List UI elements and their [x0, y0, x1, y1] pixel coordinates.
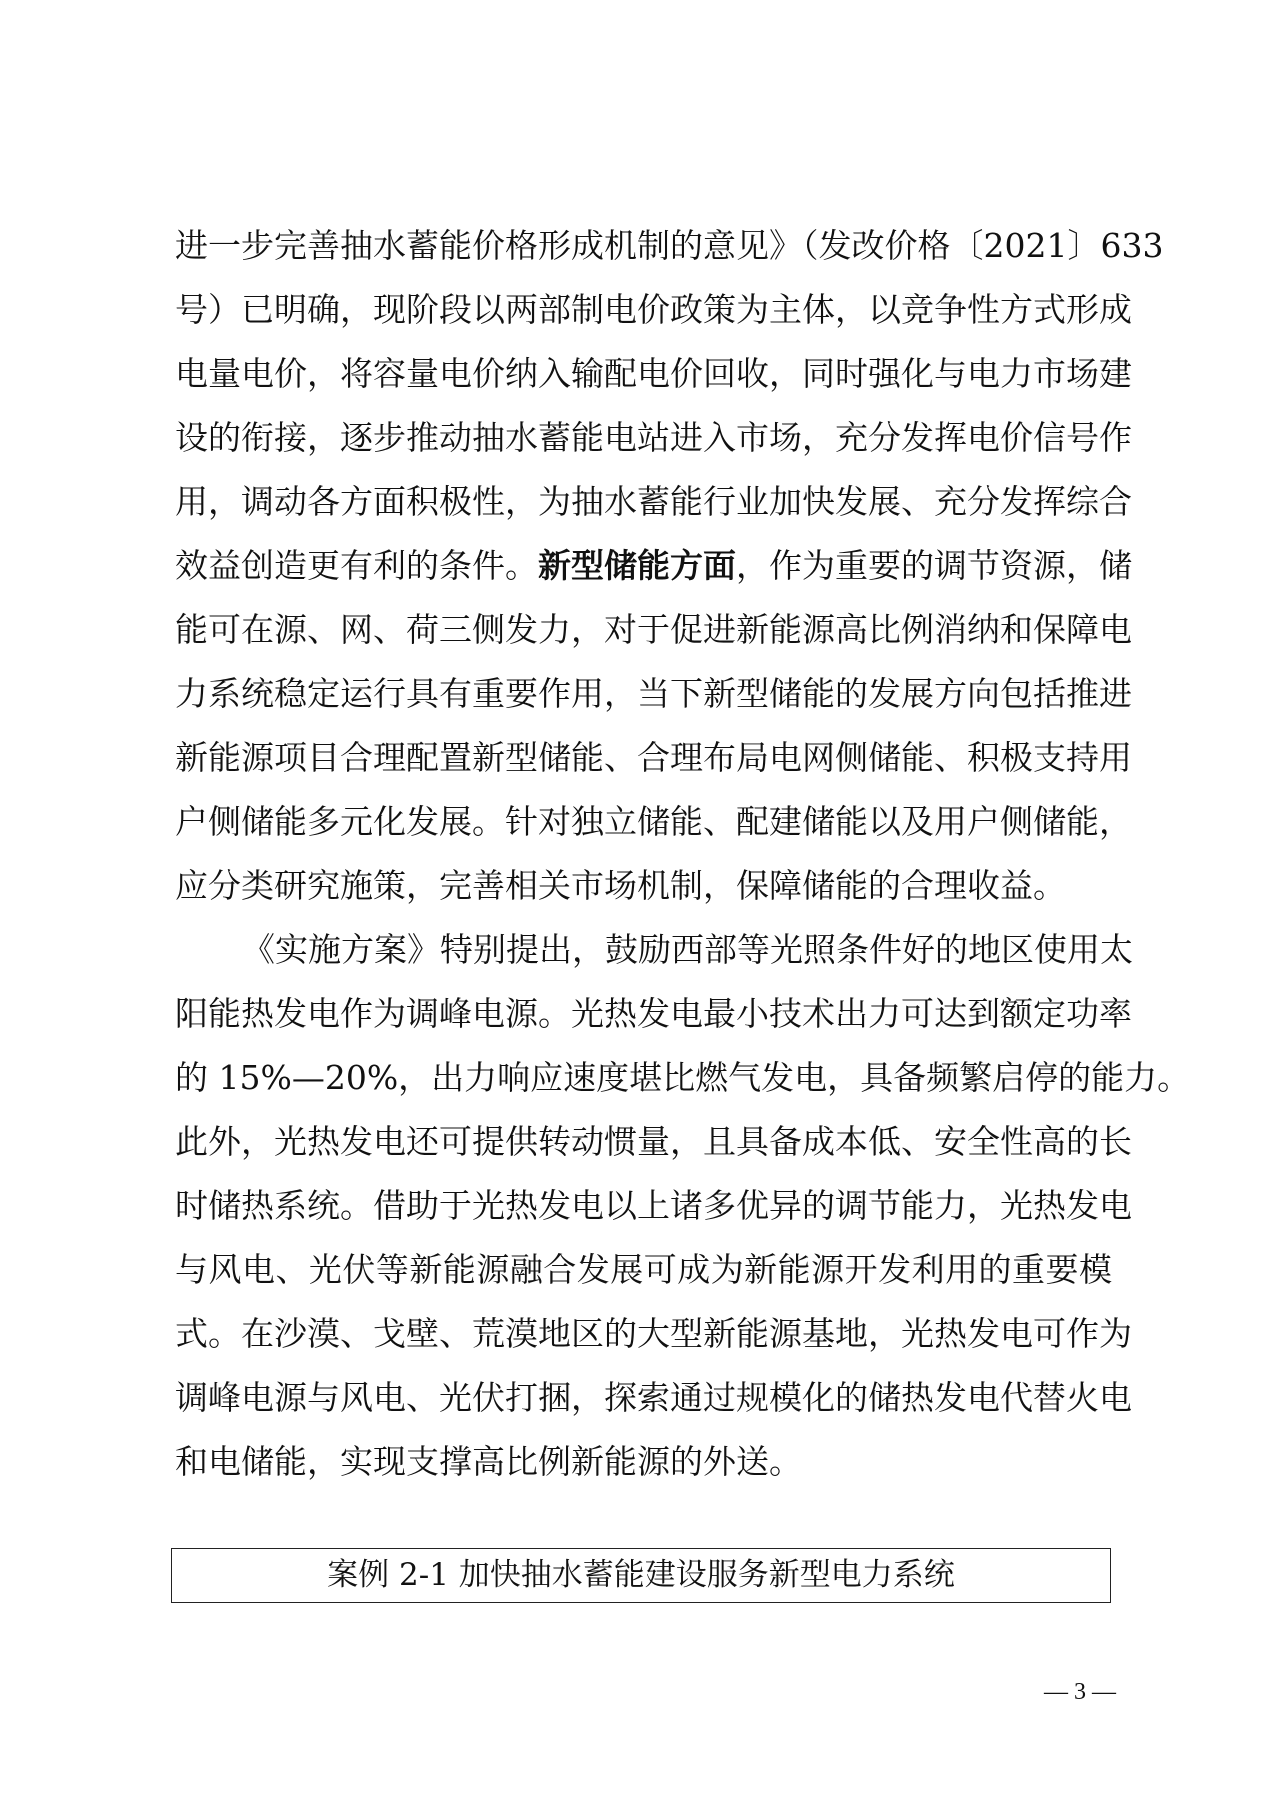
paragraph-2-line-1: 《实施方案》特别提出，鼓励西部等光照条件好的地区使用太: [242, 930, 1133, 969]
paragraph-1-line-6: [175, 542, 1132, 590]
paragraph-1-line-6-before: 效益创造更有利的条件。: [175, 546, 538, 585]
case-title: 案例 2-1 加快抽水蓄能建设服务新型电力系统: [327, 1557, 955, 1593]
paragraph-1-line-4: 设的衔接，逐步推动抽水蓄能电站进入市场，充分发挥电价信号作: [175, 418, 1132, 457]
paragraph-2-line-4: 此外，光热发电还可提供转动惯量，且具备成本低、安全性高的长: [175, 1122, 1132, 1161]
paragraph-1-line-2: 号）已明确，现阶段以两部制电价政策为主体，以竞争性方式形成: [175, 290, 1132, 329]
case-title-box: [171, 1548, 1111, 1603]
paragraph-2-line-2: 阳能热发电作为调峰电源。光热发电最小技术出力可达到额定功率: [175, 994, 1132, 1033]
paragraph-2-line-5: 时储热系统。借助于光热发电以上诸多优异的调节能力，光热发电: [175, 1186, 1132, 1225]
paragraph-1-line-8: 力系统稳定运行具有重要作用，当下新型储能的发展方向包括推进: [175, 674, 1132, 713]
paragraph-1-line-9: 新能源项目合理配置新型储能、合理布局电网侧储能、积极支持用: [175, 738, 1132, 777]
new-energy-storage-heading: 新型储能方面: [538, 546, 736, 585]
paragraph-2-line-9: 和电储能，实现支撑高比例新能源的外送。: [175, 1442, 802, 1481]
paragraph-1-line-3: 电量电价，将容量电价纳入输配电价回收，同时强化与电力市场建: [175, 354, 1132, 393]
page-number: — 3 —: [1044, 1679, 1116, 1705]
paragraph-1-line-7: 能可在源、网、荷三侧发力，对于促进新能源高比例消纳和保障电: [175, 610, 1132, 649]
paragraph-2-line-8: 调峰电源与风电、光伏打捆，探索通过规模化的储热发电代替火电: [175, 1378, 1132, 1417]
paragraph-1-line-11: 应分类研究施策，完善相关市场机制，保障储能的合理收益。: [175, 866, 1066, 905]
paragraph-2-line-7: 式。在沙漠、戈壁、荒漠地区的大型新能源基地，光热发电可作为: [175, 1314, 1132, 1353]
paragraph-1-line-6-after: ，作为重要的调节资源，储: [736, 546, 1132, 585]
paragraph-2-line-3: 的 15%—20%，出力响应速度堪比燃气发电，具备频繁启停的能力。: [175, 1058, 1191, 1097]
paragraph-1-line-1: 进一步完善抽水蓄能价格形成机制的意见》（发改价格〔2021〕633: [175, 226, 1164, 265]
paragraph-1-line-5: 用，调动各方面积极性，为抽水蓄能行业加快发展、充分发挥综合: [175, 482, 1132, 521]
paragraph-2-line-6: 与风电、光伏等新能源融合发展可成为新能源开发利用的重要模: [175, 1250, 1112, 1289]
paragraph-1-line-10: 户侧储能多元化发展。针对独立储能、配建储能以及用户侧储能，: [175, 802, 1132, 841]
